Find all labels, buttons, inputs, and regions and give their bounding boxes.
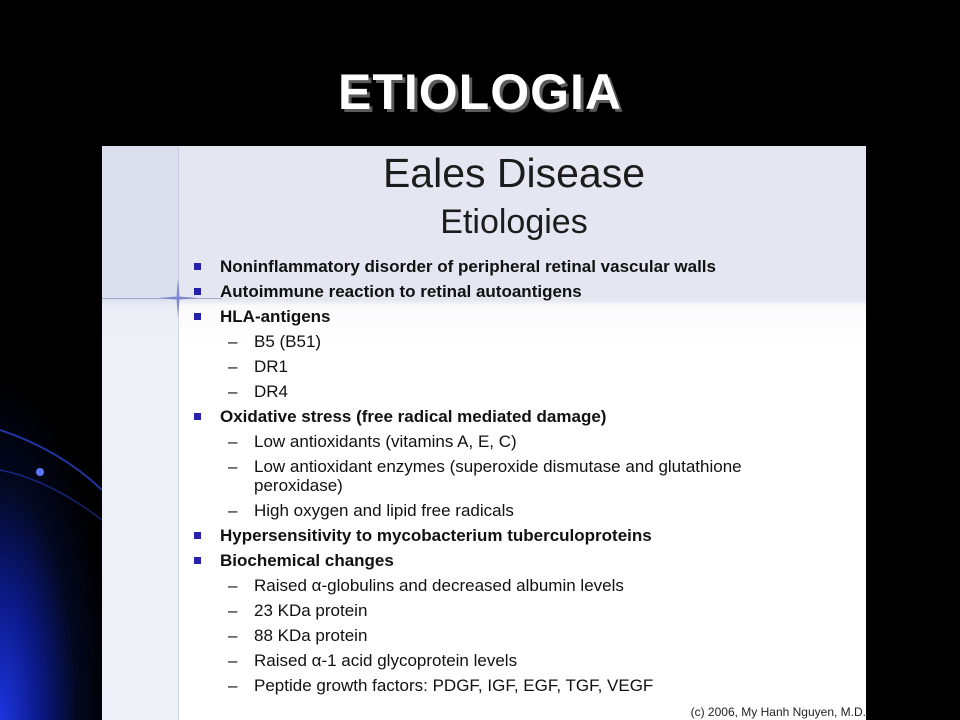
bullet-icon bbox=[194, 263, 201, 270]
dash-marker: – bbox=[228, 576, 238, 595]
list-item bbox=[102, 548, 866, 573]
bullet-icon bbox=[194, 313, 201, 320]
dash-marker: – bbox=[228, 332, 238, 351]
list-item-text: HLA-antigens bbox=[220, 307, 331, 326]
sub-list-item-text: 88 KDa protein bbox=[254, 626, 368, 645]
slide-title: ETIOLOGIA bbox=[338, 64, 622, 120]
sub-list-item-text: Raised α-globulins and decreased albumin levels bbox=[254, 576, 624, 595]
dash-marker: – bbox=[228, 651, 238, 670]
sub-list-item bbox=[102, 429, 866, 454]
sub-list-item-text: Peptide growth factors: PDGF, IGF, EGF, TGF, VEGF bbox=[254, 676, 654, 695]
list-item-text: Hypersensitivity to mycobacterium tuberculoproteins bbox=[220, 526, 652, 545]
dash-marker: – bbox=[228, 676, 238, 695]
sub-list-item-text: Raised α-1 acid glycoprotein levels bbox=[254, 651, 518, 670]
sub-list-item bbox=[102, 354, 866, 379]
copyright-text: (c) 2006, My Hanh Nguyen, M.D. bbox=[690, 705, 866, 719]
sub-list-item-text: Low antioxidants (vitamins A, E, C) bbox=[254, 432, 517, 451]
sub-list-item bbox=[102, 673, 866, 698]
sub-list-item bbox=[102, 498, 866, 523]
sub-list-item bbox=[102, 598, 866, 623]
sub-list-item-text: B5 (B51) bbox=[254, 332, 322, 351]
bullet-icon bbox=[194, 532, 201, 539]
glow-dot bbox=[36, 468, 44, 476]
bullet-icon bbox=[194, 288, 201, 295]
list-item-text: Autoimmune reaction to retinal autoantigens bbox=[220, 282, 582, 301]
list-item-text: Noninflammatory disorder of peripheral retinal vascular walls bbox=[220, 257, 716, 276]
sub-list-item bbox=[102, 329, 866, 354]
list-item bbox=[102, 523, 866, 548]
dash-marker: – bbox=[228, 457, 238, 476]
sub-list-item bbox=[102, 623, 866, 648]
list-item-text: Biochemical changes bbox=[220, 551, 394, 570]
panel-heading: Eales Disease bbox=[382, 150, 646, 196]
sub-list-item bbox=[102, 379, 866, 404]
list-item bbox=[102, 404, 866, 429]
list-item-text: Oxidative stress (free radical mediated damage) bbox=[220, 407, 607, 426]
bullet-icon bbox=[194, 557, 201, 564]
sub-list-item-text: DR1 bbox=[254, 357, 289, 376]
dash-marker: – bbox=[228, 357, 238, 376]
dash-marker: – bbox=[228, 382, 238, 401]
panel-subheading: Etiologies bbox=[440, 203, 588, 241]
bullet-icon bbox=[194, 413, 201, 420]
dash-marker: – bbox=[228, 626, 238, 645]
sub-list-item-text: Low antioxidant enzymes (superoxide dismutase and glutathione peroxidase) bbox=[254, 457, 742, 495]
sub-list-item bbox=[102, 648, 866, 673]
sub-list-item-text: High oxygen and lipid free radicals bbox=[254, 501, 514, 520]
sub-list-item bbox=[102, 454, 866, 498]
content-panel bbox=[102, 146, 866, 720]
dash-marker: – bbox=[228, 601, 238, 620]
sub-list-item-text: DR4 bbox=[254, 382, 289, 401]
etiology-list bbox=[102, 254, 866, 698]
sub-list-item-text: 23 KDa protein bbox=[254, 601, 368, 620]
sub-list-item bbox=[102, 573, 866, 598]
dash-marker: – bbox=[228, 432, 238, 451]
dash-marker: – bbox=[228, 501, 238, 520]
list-item bbox=[102, 254, 866, 279]
list-item bbox=[102, 279, 866, 304]
list-item bbox=[102, 304, 866, 329]
